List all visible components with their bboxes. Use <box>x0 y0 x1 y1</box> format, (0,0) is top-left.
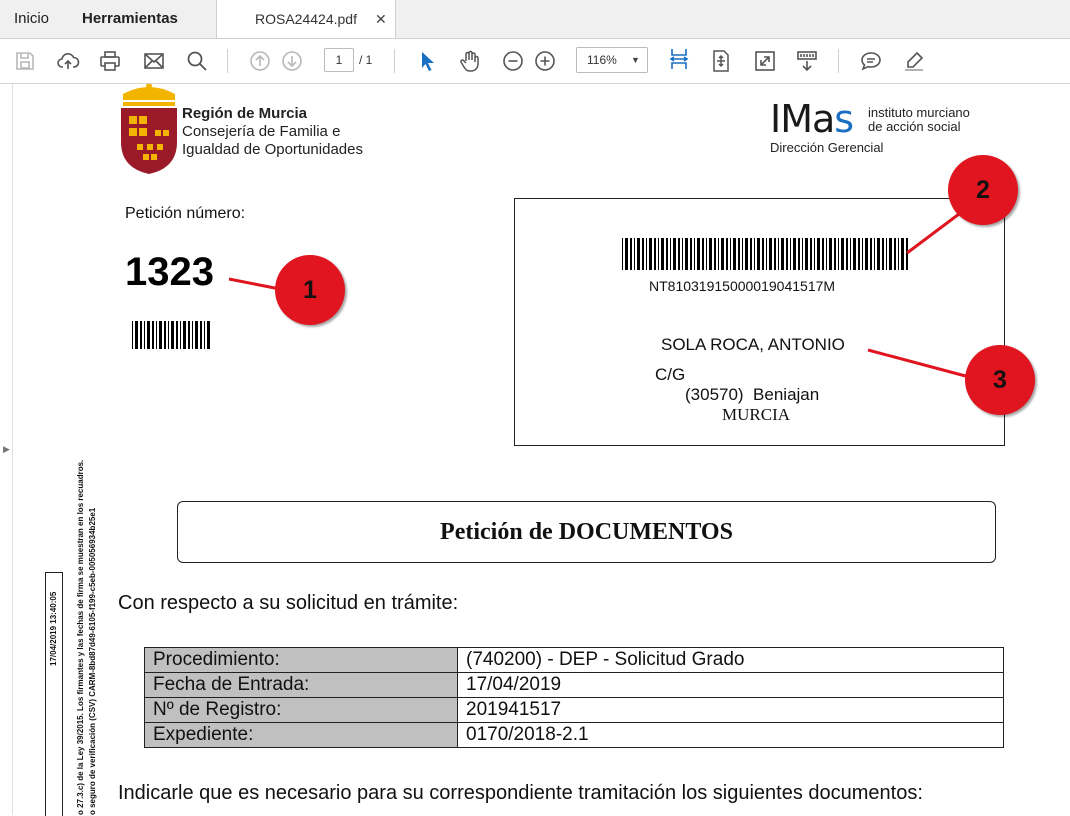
barcode-bar <box>882 238 884 270</box>
barcode-bar <box>690 238 692 270</box>
annotation-marker-3: 3 <box>965 345 1035 415</box>
barcode-bar <box>637 238 640 270</box>
comment-icon[interactable] <box>859 49 883 73</box>
read-mode-icon[interactable] <box>795 49 819 73</box>
barcode-bar <box>171 321 174 349</box>
petition-label: Petición número: <box>125 205 246 222</box>
select-cursor-icon[interactable] <box>416 49 440 73</box>
barcode-bar <box>766 238 767 270</box>
barcode-bar <box>661 238 664 270</box>
recipient-city: (30570) Beniajan <box>685 385 820 404</box>
recipient-name: SOLA ROCA, ANTONIO <box>661 335 845 354</box>
barcode-code: NT81031915000019041517M <box>649 278 836 294</box>
page-view-icon[interactable] <box>709 49 733 73</box>
barcode-bar <box>870 238 872 270</box>
barcode-bar <box>634 238 635 270</box>
barcode-bar <box>733 238 736 270</box>
barcode-bar <box>666 238 668 270</box>
imas-subtitle-line2: de acción social <box>868 119 961 134</box>
barcode-bar <box>754 238 755 270</box>
barcode-bar <box>709 238 712 270</box>
annotation-arrow-3 <box>865 346 975 382</box>
barcode-bar <box>718 238 719 270</box>
barcode-bar <box>140 321 142 349</box>
fullscreen-icon[interactable] <box>753 49 777 73</box>
barcode-bar <box>738 238 740 270</box>
barcode-bar <box>822 238 824 270</box>
email-icon[interactable] <box>142 49 166 73</box>
table-value: 17/04/2019 <box>458 673 1004 698</box>
barcode-bar <box>786 238 788 270</box>
barcode-bar <box>817 238 820 270</box>
barcode-bar <box>862 238 863 270</box>
barcode-bar <box>673 238 676 270</box>
barcode-bar <box>762 238 764 270</box>
barcode-bar <box>846 238 848 270</box>
signature-date: 17/04/2019 13:40:05 <box>49 591 58 666</box>
barcode-bar <box>132 321 133 349</box>
barcode-bar <box>898 238 899 270</box>
table-row <box>145 698 1004 723</box>
barcode-bar <box>781 238 784 270</box>
annotation-marker-2: 2 <box>948 155 1018 225</box>
document-title-box <box>177 501 996 563</box>
fit-width-icon[interactable] <box>667 47 691 71</box>
barcode-bar <box>714 238 716 270</box>
table-key: Procedimiento: <box>145 648 458 673</box>
barcode-bar <box>774 238 776 270</box>
close-icon[interactable]: ✕ <box>375 11 387 27</box>
toolbar-divider <box>394 49 395 73</box>
annotation-marker-1: 1 <box>275 255 345 325</box>
barcode-bar <box>176 321 178 349</box>
barcode-bar <box>850 238 851 270</box>
barcode-bar <box>814 238 815 270</box>
barcode-bar <box>144 321 145 349</box>
page-number-input[interactable]: 1 <box>324 48 354 72</box>
barcode-bar <box>769 238 772 270</box>
annotation-arrow-2 <box>903 210 963 256</box>
intro-text: Con respecto a su solicitud en trámite: <box>118 592 459 614</box>
org-department-line2: Igualdad de Oportunidades <box>182 141 363 158</box>
request-info-table <box>144 647 1004 748</box>
hand-tool-icon[interactable] <box>458 49 482 73</box>
table-row <box>145 723 1004 748</box>
barcode-bar <box>670 238 671 270</box>
barcode-bar <box>697 238 700 270</box>
document-title: Petición de DOCUMENTOS <box>440 519 733 545</box>
tab-bar <box>0 0 1070 39</box>
barcode-bar <box>778 238 779 270</box>
barcode-bar <box>135 321 138 349</box>
search-icon[interactable] <box>185 49 209 73</box>
petition-barcode <box>132 321 210 349</box>
barcode-bar <box>147 321 150 349</box>
side-panel-toggle[interactable] <box>0 84 13 815</box>
upload-icon[interactable] <box>56 49 80 73</box>
zoom-out-icon[interactable] <box>501 49 525 73</box>
recipient-province: MURCIA <box>722 405 791 424</box>
barcode-bar <box>168 321 169 349</box>
barcode-bar <box>706 238 707 270</box>
barcode-bar <box>793 238 796 270</box>
tab-home[interactable]: Inicio <box>14 10 50 27</box>
barcode-bar <box>164 321 166 349</box>
barcode-bar <box>682 238 683 270</box>
barcode-bar <box>826 238 827 270</box>
murcia-crest-logo <box>117 84 181 176</box>
barcode-bar <box>886 238 887 270</box>
barcode-bar <box>802 238 803 270</box>
table-row <box>145 648 1004 673</box>
barcode-bar <box>649 238 652 270</box>
imas-subtitle: instituto murciano <box>868 105 970 120</box>
barcode-bar <box>889 238 892 270</box>
barcode-bar <box>798 238 800 270</box>
zoom-value: 116% <box>587 53 617 67</box>
imas-direction: Dirección Gerencial <box>770 140 884 155</box>
toolbar-divider <box>227 49 228 73</box>
barcode-bar <box>195 321 198 349</box>
expand-arrow-icon: ▶ <box>3 444 10 454</box>
barcode-bar <box>865 238 868 270</box>
barcode-bar <box>853 238 856 270</box>
barcode-bar <box>642 238 644 270</box>
document-tab-title: ROSA24424.pdf <box>255 11 357 27</box>
table-key: Expediente: <box>145 723 458 748</box>
save-icon[interactable] <box>13 49 37 73</box>
barcode-bar <box>622 238 623 270</box>
barcode-bar <box>694 238 695 270</box>
barcode-bar <box>874 238 875 270</box>
table-value: 201941517 <box>458 698 1004 723</box>
chevron-down-icon: ▼ <box>631 55 640 65</box>
barcode-bar <box>702 238 704 270</box>
zoom-in-icon[interactable] <box>533 49 557 73</box>
imas-logo: IMas <box>770 97 854 141</box>
barcode-bar <box>152 321 154 349</box>
legal-notice: o 27.3.c) de la Ley 39/2015. Los firmantes y las fechas de firma se muestran en los recuadros. <box>76 459 85 815</box>
tab-tools[interactable]: Herramientas <box>82 10 178 27</box>
barcode-bar <box>646 238 647 270</box>
table-value: 0170/2018-2.1 <box>458 723 1004 748</box>
table-row <box>145 673 1004 698</box>
barcode-bar <box>757 238 760 270</box>
barcode-bar <box>685 238 688 270</box>
petition-number: 1323 <box>125 250 214 294</box>
table-key: Fecha de Entrada: <box>145 673 458 698</box>
barcode-bar <box>750 238 752 270</box>
barcode-bar <box>726 238 728 270</box>
previous-page-icon[interactable] <box>248 49 272 73</box>
barcode-bar <box>200 321 202 349</box>
barcode-bar <box>745 238 748 270</box>
barcode-bar <box>894 238 896 270</box>
body-text: Indicarle que es necesario para su correspondiente tramitación los siguientes documentos: <box>118 782 923 804</box>
barcode-bar <box>630 238 632 270</box>
barcode-bar <box>858 238 860 270</box>
barcode-bar <box>207 321 210 349</box>
barcode-bar <box>159 321 162 349</box>
address-barcode <box>622 238 910 270</box>
barcode-bar <box>742 238 743 270</box>
barcode-bar <box>678 238 680 270</box>
barcode-bar <box>183 321 186 349</box>
org-department: Consejería de Familia e <box>182 123 341 140</box>
barcode-bar <box>829 238 832 270</box>
barcode-bar <box>654 238 656 270</box>
barcode-bar <box>810 238 812 270</box>
pdf-page <box>13 84 1070 815</box>
zoom-select[interactable] <box>576 47 648 73</box>
page-total: / 1 <box>359 53 373 67</box>
barcode-bar <box>838 238 839 270</box>
barcode-bar <box>721 238 724 270</box>
barcode-bar <box>180 321 181 349</box>
barcode-bar <box>790 238 791 270</box>
barcode-bar <box>658 238 659 270</box>
table-key: Nº de Registro: <box>145 698 458 723</box>
barcode-bar <box>877 238 880 270</box>
tab-document[interactable] <box>216 0 396 38</box>
org-name: Región de Murcia <box>182 105 308 122</box>
recipient-street: C/G <box>655 365 686 384</box>
barcode-bar <box>156 321 157 349</box>
next-page-icon[interactable] <box>280 49 304 73</box>
toolbar-divider <box>838 49 839 73</box>
table-value: (740200) - DEP - Solicitud Grado <box>458 648 1004 673</box>
barcode-bar <box>188 321 190 349</box>
barcode-bar <box>730 238 731 270</box>
barcode-bar <box>625 238 628 270</box>
verification-code: o seguro de verificación (CSV) CARM-8bd87d49-6105-f199-c5eb-005056934b25e1 <box>88 507 97 815</box>
barcode-bar <box>204 321 205 349</box>
barcode-bar <box>192 321 193 349</box>
print-icon[interactable] <box>98 49 122 73</box>
barcode-bar <box>834 238 836 270</box>
barcode-bar <box>805 238 808 270</box>
highlight-pen-icon[interactable] <box>902 49 926 73</box>
barcode-bar <box>841 238 844 270</box>
